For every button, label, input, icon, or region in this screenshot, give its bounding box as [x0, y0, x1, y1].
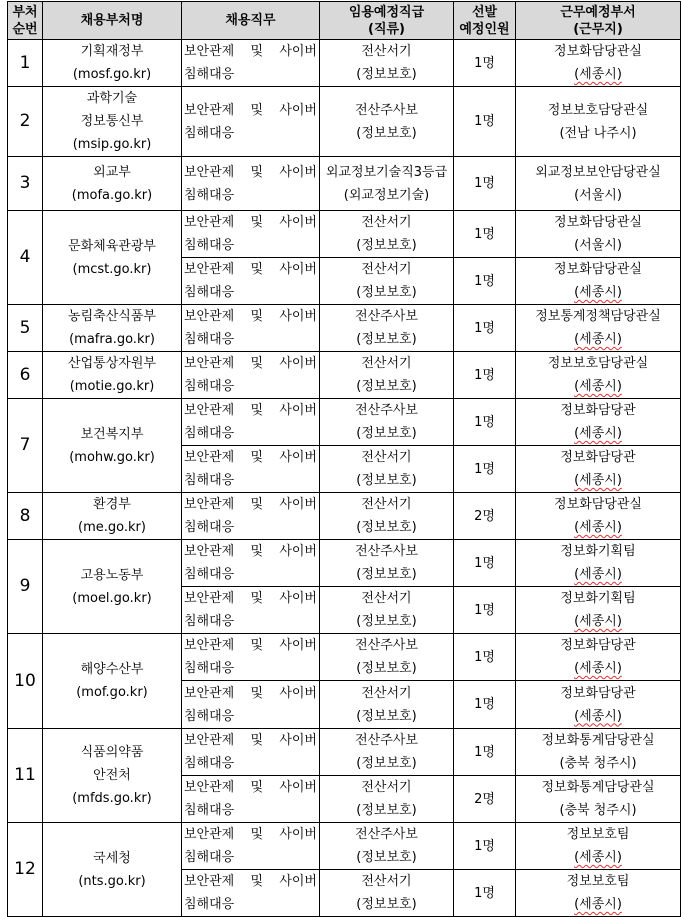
dept-name: 정보보호팀: [566, 827, 630, 842]
ministry-seq: 4: [8, 211, 43, 305]
ministry-name-line: 해양수산부: [80, 662, 144, 677]
grade-series: (정보보호): [356, 567, 417, 582]
count-cell: 1명: [454, 823, 516, 870]
dept-location-text: (충북 청주시): [559, 756, 637, 771]
dept-cell: [516, 446, 681, 493]
ministry-name-line: 농림축산식품부: [68, 309, 156, 324]
dept-cell: [516, 305, 681, 352]
dept-name: 정보화담당관: [560, 638, 636, 653]
dept-name: 정보화담당관실: [554, 497, 642, 512]
grade-name: 외교정보기술직3등급: [325, 164, 448, 180]
grade-series: (정보보호): [356, 803, 417, 818]
dept-location: [516, 422, 680, 445]
duty-line: 침해대응: [184, 125, 235, 141]
dept-location: [516, 752, 680, 775]
ministry-name-line: 식품의약품: [80, 745, 144, 760]
dept-location-text: (서울시): [574, 238, 622, 253]
table-row: [8, 305, 681, 352]
grade-cell: [320, 258, 454, 305]
ministry-name: [43, 634, 182, 729]
duty-line: 보안관제 및 사이버: [184, 638, 317, 653]
recruitment-table: [7, 1, 681, 917]
duty-line: 침해대응: [184, 520, 235, 535]
duty-line: 보안관제 및 사이버: [184, 827, 317, 842]
dept-cell: [516, 540, 681, 587]
ministry-seq: 5: [8, 305, 43, 352]
ministry-seq: 8: [8, 493, 43, 540]
grade-name: 전산서기: [361, 215, 412, 230]
ministry-name-line: (motie.go.kr): [69, 379, 155, 394]
dept-cell: [516, 258, 681, 305]
grade-name: 전산서기: [361, 497, 412, 512]
dept-location-text: (세종시): [574, 567, 622, 582]
grade-cell: [320, 870, 454, 917]
count-cell: 1명: [454, 587, 516, 634]
grade-series: (정보보호): [356, 125, 417, 141]
duty-line: 보안관제 및 사이버: [184, 685, 317, 701]
ministry-name: [43, 40, 182, 87]
dept-location-text: (세종시): [574, 850, 622, 865]
grade-name: 전산주사보: [355, 544, 418, 559]
dept-location-text: (세종시): [574, 473, 622, 488]
duty-cell: [182, 776, 320, 823]
count-cell: 1명: [454, 540, 516, 587]
count-cell: 1명: [454, 40, 516, 87]
duty-cell: [182, 493, 320, 540]
dept-cell: [516, 823, 681, 870]
table-row: [8, 211, 681, 258]
count-cell: 1명: [454, 399, 516, 446]
dept-location-text: (세종시): [574, 897, 622, 912]
dept-name: 정보화담당관: [560, 450, 636, 465]
duty-line: 침해대응: [184, 426, 235, 441]
duty-line: 침해대응: [184, 897, 235, 912]
header-count: 선발 예정인원: [454, 2, 516, 40]
duty-cell: [182, 729, 320, 776]
dept-name: 정보화담당관실: [554, 215, 642, 230]
duty-cell: [182, 870, 320, 917]
table-row: [8, 729, 681, 776]
duty-cell: [182, 40, 320, 87]
grade-cell: [320, 729, 454, 776]
ministry-name-line: (msip.go.kr): [72, 137, 152, 152]
grade-cell: [320, 87, 454, 157]
count-cell: 1명: [454, 258, 516, 305]
table-row: [8, 493, 681, 540]
duty-line: 침해대응: [184, 473, 235, 488]
duty-line: 침해대응: [184, 379, 235, 394]
dept-name: 정보보호담당관실: [547, 356, 649, 371]
dept-location: [516, 328, 680, 351]
ministry-seq: 3: [8, 157, 43, 211]
grade-cell: [320, 211, 454, 258]
dept-location: [516, 184, 680, 207]
grade-series: (정보보호): [356, 67, 417, 82]
dept-location-text: (세종시): [574, 379, 622, 394]
grade-series: (정보보호): [356, 473, 417, 488]
grade-cell: [320, 681, 454, 729]
ministry-name-line: (moel.go.kr): [72, 590, 152, 606]
ministry-name-line: 국세청: [93, 850, 131, 866]
dept-location: [516, 469, 680, 492]
duty-line: 보안관제 및 사이버: [184, 102, 317, 118]
ministry-seq: 10: [8, 634, 43, 729]
dept-name: 정보화담당관실: [554, 44, 642, 59]
ministry-name: [43, 87, 182, 157]
duty-line: 보안관제 및 사이버: [184, 356, 317, 371]
grade-series: (정보보호): [356, 426, 417, 441]
dept-name: 정보화담당관: [560, 685, 636, 701]
dept-location-text: (서울시): [574, 187, 622, 203]
table-row: [8, 399, 681, 446]
grade-series: (정보보호): [356, 332, 417, 347]
dept-location: [516, 893, 680, 916]
dept-location-text: (충북 청주시): [559, 803, 637, 818]
grade-cell: [320, 823, 454, 870]
dept-cell: [516, 634, 681, 681]
duty-line: 보안관제 및 사이버: [184, 403, 317, 418]
grade-cell: [320, 40, 454, 87]
duty-line: 보안관제 및 사이버: [184, 215, 317, 230]
grade-series: (정보보호): [356, 238, 417, 253]
duty-cell: [182, 157, 320, 211]
dept-cell: [516, 681, 681, 729]
duty-line: 보안관제 및 사이버: [184, 497, 317, 512]
ministry-name-line: 산업통상자원부: [68, 356, 156, 371]
table-row: [8, 87, 681, 157]
dept-cell: [516, 493, 681, 540]
ministry-name: [43, 352, 182, 399]
grade-series: (정보보호): [356, 897, 417, 912]
header-row: [8, 2, 681, 40]
dept-location: [516, 846, 680, 869]
count-cell: 1명: [454, 352, 516, 399]
ministry-name-line: (mohw.go.kr): [69, 449, 155, 465]
duty-line: 침해대응: [184, 661, 235, 676]
grade-name: 전산주사보: [355, 638, 418, 653]
ministry-name-line: 문화체육관광부: [68, 238, 156, 254]
grade-cell: [320, 305, 454, 352]
duty-cell: [182, 823, 320, 870]
ministry-name-line: 고용노동부: [80, 567, 144, 583]
ministry-seq: 2: [8, 87, 43, 157]
duty-cell: [182, 540, 320, 587]
duty-line: 침해대응: [184, 285, 235, 300]
count-cell: 1명: [454, 305, 516, 352]
ministry-name-line: 환경부: [93, 497, 131, 512]
duty-cell: [182, 211, 320, 258]
grade-name: 전산서기: [361, 780, 412, 795]
dept-location-text: (세종시): [574, 426, 622, 441]
header-grade: 임용예정직급 (직류): [320, 2, 454, 40]
duty-line: 침해대응: [184, 803, 235, 818]
header-dept: 근무예정부서 (근무지): [516, 2, 681, 40]
grade-cell: [320, 776, 454, 823]
duty-line: 보안관제 및 사이버: [184, 44, 317, 59]
grade-series: (정보보호): [356, 850, 417, 865]
ministry-name: [43, 729, 182, 823]
count-cell: 1명: [454, 681, 516, 729]
ministry-name-line: (mof.go.kr): [76, 685, 148, 700]
duty-line: 침해대응: [184, 187, 235, 203]
dept-location: [516, 375, 680, 398]
dept-name: 정보화기획팀: [560, 544, 636, 559]
dept-location: [516, 705, 680, 728]
duty-cell: [182, 87, 320, 157]
dept-cell: [516, 87, 681, 157]
ministry-name-line: (mfds.go.kr): [72, 791, 152, 806]
duty-line: 침해대응: [184, 850, 235, 865]
grade-series: (정보보호): [356, 520, 417, 535]
table-row: [8, 352, 681, 399]
ministry-name: [43, 399, 182, 493]
ministry-name-line: 기획재정부: [80, 44, 144, 59]
count-cell: 1명: [454, 211, 516, 258]
dept-location-text: (전남 나주시): [559, 125, 637, 141]
dept-name: 정보보호팀: [566, 874, 630, 889]
dept-cell: [516, 870, 681, 917]
dept-location: [516, 563, 680, 586]
grade-series: (정보보호): [356, 379, 417, 394]
dept-location-text: (세종시): [574, 614, 622, 629]
duty-line: 침해대응: [184, 567, 235, 582]
ministry-name: [43, 493, 182, 540]
grade-cell: [320, 540, 454, 587]
ministry-seq: 1: [8, 40, 43, 87]
ministry-seq: 9: [8, 540, 43, 634]
grade-name: 전산주사보: [355, 827, 418, 842]
header-ministry: 채용부처명: [43, 2, 182, 40]
dept-location: [516, 516, 680, 539]
dept-location: [516, 234, 680, 257]
grade-cell: [320, 493, 454, 540]
dept-cell: [516, 587, 681, 634]
dept-cell: [516, 729, 681, 776]
dept-location: [516, 657, 680, 680]
dept-name: 외교정보보안담당관실: [535, 164, 661, 180]
grade-name: 전산서기: [361, 591, 412, 606]
table-row: [8, 157, 681, 211]
dept-location-text: (세종시): [574, 661, 622, 676]
dept-name: 정보화담당관실: [554, 262, 642, 277]
duty-line: 보안관제 및 사이버: [184, 874, 317, 889]
duty-line: 보안관제 및 사이버: [184, 733, 317, 748]
grade-cell: [320, 352, 454, 399]
header-duty: 채용직무: [182, 2, 320, 40]
ministry-seq: 6: [8, 352, 43, 399]
ministry-name-line: 외교부: [93, 164, 131, 180]
grade-series: (정보보호): [356, 756, 417, 771]
duty-line: 침해대응: [184, 332, 235, 347]
duty-line: 침해대응: [184, 614, 235, 629]
grade-cell: [320, 157, 454, 211]
duty-line: 침해대응: [184, 708, 235, 724]
dept-cell: [516, 776, 681, 823]
duty-cell: [182, 258, 320, 305]
ministry-name-line: 과학기술: [86, 91, 138, 106]
duty-cell: [182, 305, 320, 352]
duty-cell: [182, 399, 320, 446]
grade-series: (외교정보기술): [343, 187, 430, 203]
duty-cell: [182, 681, 320, 729]
count-cell: 1명: [454, 729, 516, 776]
duty-cell: [182, 587, 320, 634]
ministry-name-line: (mosf.go.kr): [72, 67, 152, 82]
dept-name: 정보보호담당관실: [547, 102, 649, 118]
grade-name: 전산서기: [361, 44, 412, 59]
count-cell: 1명: [454, 446, 516, 493]
count-cell: 1명: [454, 634, 516, 681]
grade-series: (정보보호): [356, 285, 417, 300]
dept-location-text: (세종시): [574, 708, 622, 724]
dept-location: [516, 610, 680, 633]
grade-name: 전산주사보: [355, 309, 418, 324]
ministry-name: [43, 157, 182, 211]
dept-location: [516, 799, 680, 822]
count-cell: 1명: [454, 157, 516, 211]
dept-cell: [516, 352, 681, 399]
table-row: [8, 634, 681, 681]
grade-name: 전산서기: [361, 356, 412, 371]
duty-line: 침해대응: [184, 756, 235, 771]
grade-name: 전산서기: [361, 262, 412, 277]
duty-line: 보안관제 및 사이버: [184, 164, 317, 180]
ministry-name-line: (me.go.kr): [78, 520, 146, 535]
count-cell: 1명: [454, 87, 516, 157]
grade-name: 전산서기: [361, 874, 412, 889]
duty-line: 침해대응: [184, 238, 235, 253]
grade-cell: [320, 634, 454, 681]
ministry-name-line: (mafra.go.kr): [69, 332, 155, 347]
grade-name: 전산주사보: [355, 733, 418, 748]
dept-cell: [516, 40, 681, 87]
ministry-seq: 11: [8, 729, 43, 823]
duty-line: 보안관제 및 사이버: [184, 544, 317, 559]
ministry-seq: 7: [8, 399, 43, 493]
count-cell: 2명: [454, 493, 516, 540]
dept-name: 정보화기획팀: [560, 591, 636, 606]
dept-location-text: (세종시): [574, 285, 622, 300]
grade-cell: [320, 399, 454, 446]
duty-line: 보안관제 및 사이버: [184, 780, 317, 795]
table-row: [8, 823, 681, 870]
duty-cell: [182, 352, 320, 399]
count-cell: 1명: [454, 870, 516, 917]
dept-location: [516, 122, 680, 145]
dept-location: [516, 281, 680, 304]
header-seq: 부처 순번: [8, 2, 43, 40]
duty-cell: [182, 634, 320, 681]
ministry-name-line: (mofa.go.kr): [71, 187, 153, 203]
duty-line: 보안관제 및 사이버: [184, 262, 317, 277]
grade-name: 전산주사보: [355, 102, 418, 118]
dept-location-text: (세종시): [574, 67, 622, 82]
ministry-name-line: (nts.go.kr): [78, 873, 146, 889]
grade-series: (정보보호): [356, 614, 417, 629]
duty-line: 보안관제 및 사이버: [184, 309, 317, 324]
ministry-name-line: 정보통신부: [80, 114, 144, 129]
grade-name: 전산서기: [361, 685, 412, 701]
ministry-name-line: (mcst.go.kr): [72, 261, 152, 277]
ministry-name: [43, 305, 182, 352]
ministry-seq: 12: [8, 823, 43, 917]
table-row: [8, 540, 681, 587]
duty-cell: [182, 446, 320, 493]
dept-name: 정보화담당관: [560, 403, 636, 418]
grade-name: 전산주사보: [355, 403, 418, 418]
table-row: [8, 40, 681, 87]
duty-line: 침해대응: [184, 67, 235, 82]
grade-name: 전산서기: [361, 450, 412, 465]
ministry-name: [43, 823, 182, 917]
ministry-name-line: 보건복지부: [80, 426, 144, 442]
dept-cell: [516, 399, 681, 446]
count-cell: 2명: [454, 776, 516, 823]
grade-series: (정보보호): [356, 661, 417, 676]
grade-cell: [320, 587, 454, 634]
ministry-name: [43, 211, 182, 305]
dept-name: 정보화통계담당관실: [541, 780, 655, 795]
ministry-name: [43, 540, 182, 634]
dept-location: [516, 63, 680, 86]
grade-series: (정보보호): [356, 708, 417, 724]
dept-cell: [516, 157, 681, 211]
dept-location-text: (세종시): [574, 332, 622, 347]
grade-cell: [320, 446, 454, 493]
duty-line: 보안관제 및 사이버: [184, 450, 317, 465]
ministry-name-line: 안전처: [93, 768, 131, 783]
dept-name: 정보통계정책담당관실: [535, 309, 661, 324]
dept-name: 정보화통계담당관실: [541, 733, 655, 748]
duty-line: 보안관제 및 사이버: [184, 591, 317, 606]
dept-location-text: (세종시): [574, 520, 622, 535]
dept-cell: [516, 211, 681, 258]
